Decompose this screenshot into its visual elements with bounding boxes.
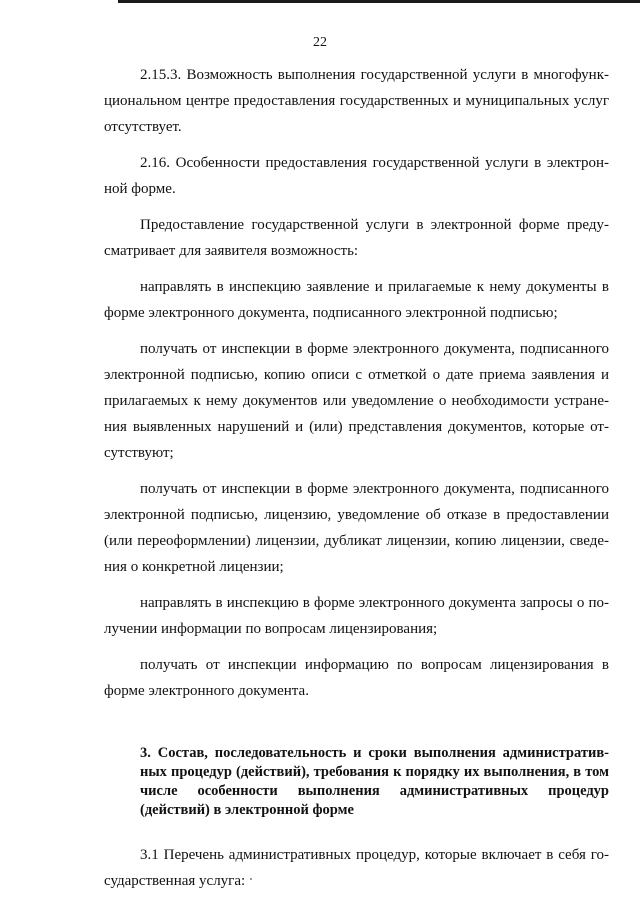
section-3-heading: 3. Состав, последовательность и сроки выполнения административ-ных процедур (действий), требования к порядку их выполнения, в том числе особенности выполнения административных процедур (действий) в электронной форме: [140, 745, 609, 818]
scan-artifact-dot: [250, 878, 252, 880]
page-number: 22: [313, 35, 327, 50]
paragraph-submit-application: направлять в инспекцию заявление и прилагаемые к нему документы в форме электронного документа, подписанного электронной подписью;: [104, 279, 609, 321]
paragraph-2-15-3: 2.15.3. Возможность выполнения государственной услуги в многофунк-циональном центре предоставления государственных и муниципальных услуг отсутствует.: [104, 67, 609, 135]
paragraph-3-1: 3.1 Перечень административных процедур, которые включает в себя го-сударственная услуга:: [104, 847, 609, 889]
paragraph-receive-inventory-copy: получать от инспекции в форме электронного документа, подписанного электронной подписью, копию описи с отметкой о дате приема заявления и прилагаемых к нему документов или уведомление о необходимости устране-ния выявленных нарушений и (или) представления документов, которые от-сутствуют;: [104, 341, 609, 461]
scan-top-border: [118, 0, 640, 3]
paragraph-receive-license: получать от инспекции в форме электронного документа, подписанного электронной подписью, лицензию, уведомление об отказе в предоставлении (или переоформлении) лицензии, дубликат лицензии, копию лицензии, сведе-ния о конкретной лицензии;: [104, 481, 609, 575]
paragraph-receive-information: получать от инспекции информацию по вопросам лицензирования в форме электронного документа.: [104, 657, 609, 699]
paragraph-send-requests: направлять в инспекцию в форме электронного документа запросы о по-лучении информации по вопросам лицензирования;: [104, 595, 609, 637]
document-body: [104, 62, 609, 904]
paragraph-electronic-form-intro: Предоставление государственной услуги в электронной форме преду-сматривает для заявителя возможность:: [104, 217, 609, 259]
paragraph-2-16: 2.16. Особенности предоставления государственной услуги в электрон-ной форме.: [104, 155, 609, 197]
